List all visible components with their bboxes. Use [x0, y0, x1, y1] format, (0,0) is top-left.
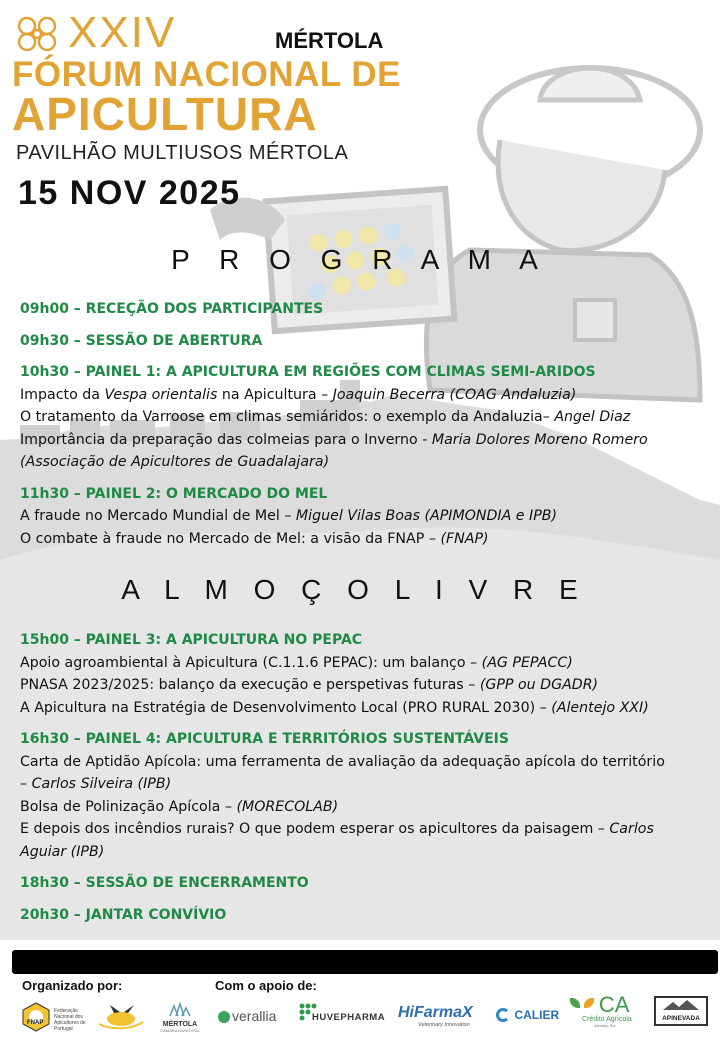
bee-flower-icon	[12, 16, 62, 52]
lunch-heading: A L M O Ç O L I V R E	[121, 574, 587, 605]
mertola-logo: MÉRTOLA CÂMARA MUNICIPAL	[158, 1002, 202, 1034]
talk-line: Apoio agroambiental à Apicultura (C.1.1.6 PEPAC): um balanço – (AG PEPACC)	[20, 654, 573, 671]
talk-line: E depois dos incêndios rurais? O que podem esperar os apicultores da paisagem – Carlos	[20, 821, 654, 837]
forum-title: FÓRUM NACIONAL DE	[12, 55, 401, 94]
session-heading: 09h00 – RECEÇÃO DOS PARTICIPANTES	[20, 301, 324, 317]
spacer	[20, 352, 716, 361]
talk-line: O tratamento da Varroose em climas semiáridos: o exemplo da Andaluzia– Angel Diaz	[20, 409, 631, 425]
support-label: Com o apoio de:	[215, 978, 317, 993]
fnap-logo: FNAP Federação Nacional dos Apicultores de Portugal	[22, 1002, 92, 1034]
talk-line: Bolsa de Polinização Apícola – (MORECOLAB)	[20, 798, 339, 815]
session-heading: 11h30 – PAINEL 2: O MERCADO DO MEL	[20, 485, 328, 502]
footer-bar	[12, 950, 718, 974]
talk-line: Carta de Aptidão Apícola: uma ferramenta de avaliação da adequação apícola do território	[20, 753, 665, 770]
spacer	[20, 863, 716, 872]
talk-line: A Apicultura na Estratégia de Desenvolvimento Local (PRO RURAL 2030) – (Alentejo XXI)	[20, 699, 649, 716]
talk-line: – Carlos Silveira (IPB)	[20, 776, 172, 792]
venue: PAVILHÃO MULTIUSOS MÉRTOLA	[16, 142, 349, 164]
hifarmax-logo: HiFarmaX Veterinary Innovation	[398, 1004, 473, 1028]
talk-line: O combate à fraude no Mercado de Mel: a visão da FNAP – (FNAP)	[20, 530, 489, 547]
organized-by-label: Organizado por:	[22, 978, 123, 993]
edition-number: XXIV	[68, 8, 177, 57]
session-heading: 18h30 – SESSÃO DE ENCERRAMENTO	[20, 875, 309, 891]
talk-line: (Associação de Apicultores de Guadalajara)	[20, 454, 330, 470]
apicultura-title: APICULTURA	[12, 88, 318, 140]
session-heading: 15h00 – PAINEL 3: A APICULTURA NO PEPAC	[20, 632, 363, 648]
verallia-logo: verallia	[218, 1008, 276, 1024]
credito-agricola-logo: CA Crédito Agrícola Alentejo Sul	[570, 992, 642, 1028]
programme-morning	[20, 298, 716, 550]
talk-line: PNASA 2023/2025: balanço da execução e perspetivas futuras – (GPP ou DGADR)	[20, 677, 599, 693]
talk-line: Impacto da Vespa orientalis na Apicultura – Joaquin Becerra (COAG Andaluzia)	[20, 386, 577, 403]
talk-line: Aguiar (IPB)	[20, 843, 105, 860]
session-heading: 16h30 – PAINEL 4: APICULTURA E TERRITÓRIOS SUSTENTÁVEIS	[20, 731, 509, 747]
programa-heading: P R O G R A M A	[171, 244, 549, 275]
bee-logo	[96, 1002, 146, 1032]
spacer	[20, 719, 716, 728]
spacer	[20, 321, 716, 330]
talk-line: Importância da preparação das colmeias para o Inverno - Maria Dolores Moreno Romero	[20, 431, 648, 448]
spacer	[20, 895, 716, 904]
apinevada-logo: APINEVADA	[654, 996, 708, 1026]
programme-afternoon	[20, 629, 716, 926]
session-heading: 20h30 – JANTAR CONVÍVIO	[20, 906, 227, 923]
event-date: 15 NOV 2025	[18, 174, 241, 212]
session-heading: 09h30 – SESSÃO DE ABERTURA	[20, 332, 263, 349]
city-name: MÉRTOLA	[275, 28, 384, 53]
spacer	[20, 474, 716, 483]
session-heading: 10h30 – PAINEL 1: A APICULTURA EM REGIÕES COM CLIMAS SEMI-ARIDOS	[20, 364, 596, 380]
calier-logo: CALIER	[496, 1006, 559, 1024]
talk-line: A fraude no Mercado Mundial de Mel – Miguel Vilas Boas (APIMONDIA e IPB)	[20, 508, 558, 524]
